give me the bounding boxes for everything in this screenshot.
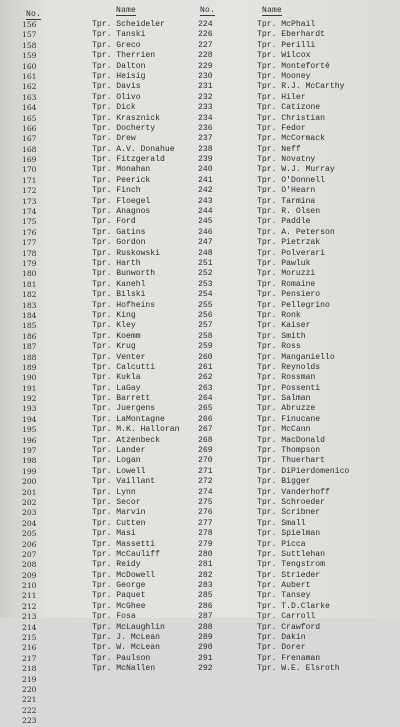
roster-number: 203: [22, 508, 37, 518]
trooper-name: Tpr. Rossman: [257, 373, 316, 383]
trooper-name: Tpr. Davis: [92, 82, 141, 92]
trooper-name: Tpr. Dakin: [257, 633, 306, 643]
trooper-name: Tpr. Pellegrino: [257, 300, 330, 310]
roster-number: 182: [22, 290, 37, 300]
roster-number: 176: [22, 227, 37, 237]
roster-number: 275: [198, 497, 213, 507]
trooper-name: Tpr. McCauliff: [92, 549, 160, 559]
trooper-name: Tpr. Novatny: [257, 155, 316, 165]
trooper-name: Tpr. O'Donnell: [257, 175, 325, 185]
roster-number: 252: [198, 269, 213, 279]
roster-number: 171: [22, 175, 37, 185]
trooper-name: Tpr. George: [92, 581, 146, 591]
trooper-name: Tpr. LaMontagne: [92, 414, 165, 424]
trooper-name: Tpr. Marvin: [92, 508, 146, 518]
roster-number: 173: [22, 196, 37, 206]
roster-number: 272: [198, 477, 213, 487]
trooper-name: Tpr. Calcutti: [92, 362, 156, 372]
roster-number: 159: [22, 51, 37, 61]
roster-number: 257: [198, 321, 213, 331]
roster-number: 160: [22, 61, 37, 71]
trooper-name: Tpr. Drew: [92, 134, 136, 144]
trooper-name: Tpr. Bilski: [92, 290, 146, 300]
trooper-name: Tpr. Picca: [257, 539, 306, 549]
roster-number: 246: [198, 227, 213, 237]
roster-number: 195: [22, 425, 37, 435]
roster-number: 192: [22, 394, 37, 404]
trooper-name: Tpr. Reidy: [92, 560, 141, 570]
roster-number: 232: [198, 92, 213, 102]
roster-number: 174: [22, 207, 37, 217]
trooper-name: Tpr. Bigger: [257, 477, 311, 487]
trooper-name: Tpr. Masi: [92, 529, 136, 539]
roster-number: 201: [22, 487, 37, 497]
roster-number: 156: [22, 20, 37, 29]
trooper-name: Tpr. Lander: [92, 446, 146, 456]
trooper-name: Tpr. Anagnos: [92, 207, 151, 217]
roster-number: 261: [198, 362, 213, 372]
trooper-name: Tpr. Thuerhart: [257, 456, 325, 466]
roster-number: 271: [198, 466, 213, 476]
roster-number: 280: [198, 549, 213, 559]
roster-number: 248: [198, 248, 213, 258]
roster-number: 268: [198, 435, 213, 445]
roster-number: 215: [22, 633, 37, 643]
roster-number: 258: [198, 331, 213, 341]
trooper-name: Tpr. Possenti: [257, 383, 321, 393]
roster-number: 217: [22, 653, 37, 663]
trooper-name: Tpr. A. Peterson: [257, 227, 335, 237]
roster-number: 256: [198, 310, 213, 320]
trooper-name: Tpr. Scheideler: [92, 20, 165, 29]
trooper-name: Tpr. Cutten: [92, 518, 146, 528]
roster-number: 180: [22, 269, 37, 279]
roster-number: 243: [198, 196, 213, 206]
trooper-name: Tpr. Aubert: [257, 581, 311, 591]
trooper-name: Tpr. Small: [257, 518, 306, 528]
trooper-name: Tpr. Krasznick: [92, 113, 160, 123]
trooper-name: Tpr. MacDonald: [257, 435, 325, 445]
trooper-name: Tpr. Kaiser: [257, 321, 311, 331]
roster-number: 282: [198, 570, 213, 580]
roster-number: 162: [22, 82, 37, 92]
trooper-name: Tpr. Finucane: [257, 414, 321, 424]
trooper-name: Tpr. Bunworth: [92, 269, 156, 279]
roster-number: 166: [22, 123, 37, 133]
header-number-right: No.: [200, 6, 216, 15]
trooper-name: Tpr. Crawford: [257, 622, 321, 632]
roster-number: 193: [22, 404, 37, 414]
roster-number: 197: [22, 446, 37, 456]
trooper-name: Tpr. Logan: [92, 456, 141, 466]
trooper-name: Tpr. Smith: [257, 331, 306, 341]
roster-number: 163: [22, 92, 37, 102]
header-name-right: Name: [262, 6, 283, 15]
trooper-name: Tpr. Paulson: [92, 653, 151, 663]
trooper-name: Tpr. W.J. Murray: [257, 165, 335, 175]
roster-number: 263: [198, 383, 213, 393]
trooper-name: Tpr. Floegel: [92, 196, 151, 206]
trooper-name: Tpr. McCormack: [257, 134, 325, 144]
trooper-name: Tpr. Fosa: [92, 612, 136, 622]
roster-number: 254: [198, 290, 213, 300]
trooper-name: Tpr. Olivo: [92, 92, 141, 102]
roster-number: 260: [198, 352, 213, 362]
trooper-name: Tpr. Gatins: [92, 227, 146, 237]
roster-number: 245: [198, 217, 213, 227]
roster-number: 183: [22, 300, 37, 310]
roster-number: 228: [198, 51, 213, 61]
trooper-name: Tpr. Kley: [92, 321, 136, 331]
roster-number: 244: [198, 207, 213, 217]
trooper-name: Tpr. DiPierdomenico: [257, 466, 350, 476]
roster-number: 265: [198, 404, 213, 414]
trooper-name: Tpr. Perilli: [257, 40, 316, 50]
roster-number: 213: [22, 612, 37, 622]
trooper-name: Tpr. Pawluk: [257, 258, 311, 268]
roster-number: 157: [22, 30, 37, 40]
trooper-name: Tpr. McDowell: [92, 570, 156, 580]
trooper-name: Tpr. Massetti: [92, 539, 156, 549]
trooper-name: Tpr. Pietrzak: [257, 238, 321, 248]
trooper-name: Tpr. Harth: [92, 258, 141, 268]
roster-number: 161: [22, 71, 37, 81]
trooper-name: Tpr. Finch: [92, 186, 141, 196]
trooper-name: Tpr. Wilcox: [257, 51, 311, 61]
roster-number: 211: [22, 591, 37, 601]
trooper-name: Tpr. Tanski: [92, 30, 146, 40]
header-number-left: No.: [26, 10, 42, 19]
roster-number: 253: [198, 279, 213, 289]
roster-number: 169: [22, 155, 37, 165]
trooper-name: Tpr. Thompson: [257, 446, 321, 456]
trooper-name: Tpr. Peerick: [92, 175, 151, 185]
roster-number: 218: [22, 664, 37, 674]
trooper-name: Tpr. W. McLean: [92, 643, 160, 653]
roster-number: 168: [22, 144, 37, 154]
trooper-name: Tpr. Romaine: [257, 279, 316, 289]
roster-number: 220: [22, 685, 37, 694]
trooper-name: Tpr. Ronk: [257, 310, 301, 320]
roster-number: 216: [22, 643, 37, 653]
roster-number: 278: [198, 529, 213, 539]
trooper-name: Tpr. O'Hearn: [257, 186, 316, 196]
trooper-name: Tpr. Tengstrom: [257, 560, 325, 570]
roster-number: 290: [198, 643, 213, 653]
trooper-name: Tpr. Fedor: [257, 123, 306, 133]
roster-number: 219: [22, 674, 37, 684]
trooper-name: Tpr. Salman: [257, 394, 311, 404]
roster-number: 223: [22, 716, 37, 726]
roster-number: 247: [198, 238, 213, 248]
trooper-name: Tpr. Dorer: [257, 643, 306, 653]
trooper-name: Tpr. Venter: [92, 352, 146, 362]
trooper-name: Tpr. Reynolds: [257, 362, 321, 372]
trooper-name: Tpr. Monahan: [92, 165, 151, 175]
roster-number: 238: [198, 144, 213, 154]
roster-number: 241: [198, 175, 213, 185]
trooper-name: Tpr. Lynn: [92, 487, 136, 497]
roster-number: 206: [22, 539, 37, 549]
roster-number: 214: [22, 622, 37, 632]
roster-number: 194: [22, 414, 37, 424]
trooper-name: Tpr. R.J. McCarthy: [257, 82, 345, 92]
roster-number: 177: [22, 238, 37, 248]
trooper-name: Tpr. Dalton: [92, 61, 146, 71]
roster-number: 259: [198, 342, 213, 352]
trooper-name: Tpr. Frenaman: [257, 653, 321, 663]
roster-number: 212: [22, 601, 37, 611]
roster-number: 227: [198, 40, 213, 50]
roster-number: 198: [22, 456, 37, 466]
trooper-name: Tpr. Koemm: [92, 331, 141, 341]
roster-number: 277: [198, 518, 213, 528]
roster-number: 221: [22, 695, 37, 705]
roster-number: 255: [198, 300, 213, 310]
roster-number: 281: [198, 560, 213, 570]
trooper-name: Tpr. Vanderhoff: [257, 487, 330, 497]
roster-number: 208: [22, 560, 37, 570]
left-number-column: [22, 20, 62, 727]
trooper-name: Tpr. Neff: [257, 144, 301, 154]
roster-number: 179: [22, 258, 37, 268]
trooper-name: Tpr. Secor: [92, 497, 141, 507]
roster-number: 286: [198, 601, 213, 611]
trooper-name: Tpr. Monteforté: [257, 61, 330, 71]
trooper-name: Tpr. Carroll: [257, 612, 316, 622]
roster-number: 210: [22, 581, 37, 591]
trooper-name: Tpr. Vaillant: [92, 477, 156, 487]
roster-number: 205: [22, 529, 37, 539]
trooper-name: Tpr. Ruskowski: [92, 248, 160, 258]
roster-number: 262: [198, 373, 213, 383]
trooper-name: Tpr. Ross: [257, 342, 301, 352]
roster-number: 269: [198, 446, 213, 456]
trooper-name: Tpr. Abruzze: [257, 404, 316, 414]
trooper-name: Tpr. McPhail: [257, 20, 316, 29]
trooper-name: Tpr. Atzenbeck: [92, 435, 160, 445]
trooper-name: Tpr. Tarmina: [257, 196, 316, 206]
trooper-name: Tpr. Scribner: [257, 508, 321, 518]
trooper-name: Tpr. Tansey: [257, 591, 311, 601]
roster-number: 229: [198, 61, 213, 71]
trooper-name: Tpr. Mooney: [257, 71, 311, 81]
roster-number: 184: [22, 310, 37, 320]
roster-number: 204: [22, 518, 37, 528]
roster-number: 187: [22, 342, 37, 352]
roster-number: 167: [22, 134, 37, 144]
roster-number: 181: [22, 279, 37, 289]
roster-number: 165: [22, 113, 37, 123]
trooper-name: Tpr. Christian: [257, 113, 325, 123]
trooper-name: Tpr. M.K. Halloran: [92, 425, 180, 435]
roster-number: 231: [198, 82, 213, 92]
trooper-name: Tpr. LaGay: [92, 383, 141, 393]
trooper-name: Tpr. Fitzgerald: [92, 155, 165, 165]
roster-number: 287: [198, 612, 213, 622]
trooper-name: Tpr. Dick: [92, 103, 136, 113]
trooper-name: Tpr. Heisig: [92, 71, 146, 81]
trooper-name: Tpr. Strieder: [257, 570, 321, 580]
trooper-name: Tpr. W.E. Elsroth: [257, 664, 340, 674]
roster-number: 288: [198, 622, 213, 632]
trooper-name: Tpr. Moruzzi: [257, 269, 316, 279]
roster-number: 285: [198, 591, 213, 601]
header-name-left: Name: [116, 6, 137, 15]
trooper-name: Tpr. Juergens: [92, 404, 156, 414]
roster-number: 233: [198, 103, 213, 113]
trooper-name: Tpr. King: [92, 310, 136, 320]
trooper-name: Tpr. Suttlehan: [257, 549, 325, 559]
trooper-name: Tpr. Hofheins: [92, 300, 156, 310]
roster-number: 178: [22, 248, 37, 258]
roster-number: 164: [22, 103, 37, 113]
roster-number: 279: [198, 539, 213, 549]
trooper-name: Tpr. T.D.Clarke: [257, 601, 330, 611]
trooper-name: Tpr. Paquet: [92, 591, 146, 601]
roster-number: 264: [198, 394, 213, 404]
roster-number: 222: [22, 705, 37, 715]
roster-number: 270: [198, 456, 213, 466]
trooper-name: Tpr. Spielman: [257, 529, 321, 539]
roster-number: 158: [22, 40, 37, 50]
trooper-name: Tpr. Docherty: [92, 123, 156, 133]
trooper-name: Tpr. Krug: [92, 342, 136, 352]
roster-number: 234: [198, 113, 213, 123]
roster-number: 170: [22, 165, 37, 175]
roster-number: 224: [198, 20, 213, 29]
roster-number: 188: [22, 352, 37, 362]
roster-number: 185: [22, 321, 37, 331]
roster-number: 175: [22, 217, 37, 227]
roster-number: 196: [22, 435, 37, 445]
trooper-name: Tpr. Paddle: [257, 217, 311, 227]
trooper-name: Tpr. Hiler: [257, 92, 306, 102]
roster-number: 240: [198, 165, 213, 175]
trooper-name: Tpr. Kukla: [92, 373, 141, 383]
trooper-name: Tpr. McNallen: [92, 664, 156, 674]
roster-number: 186: [22, 331, 37, 341]
roster-number: 202: [22, 497, 37, 507]
roster-number: 242: [198, 186, 213, 196]
trooper-name: Tpr. J. McLean: [92, 633, 160, 643]
roster-number: 289: [198, 633, 213, 643]
roster-number: 191: [22, 383, 37, 393]
roster-number: 283: [198, 581, 213, 591]
roster-number: 292: [198, 664, 213, 674]
trooper-name: Tpr. Kanehl: [92, 279, 146, 289]
roster-number: 200: [22, 477, 37, 487]
roster-number: 236: [198, 123, 213, 133]
roster-number: 266: [198, 414, 213, 424]
roster-number: 239: [198, 155, 213, 165]
roster-number: 189: [22, 362, 37, 372]
trooper-name: Tpr. Greco: [92, 40, 141, 50]
roster-number: 207: [22, 549, 37, 559]
trooper-name: Tpr. Lowell: [92, 466, 146, 476]
trooper-name: Tpr. Pensiero: [257, 290, 321, 300]
trooper-name: Tpr. McCann: [257, 425, 311, 435]
roster-number: 237: [198, 134, 213, 144]
roster-number: 226: [198, 30, 213, 40]
trooper-name: Tpr. Schroeder: [257, 497, 325, 507]
roster-number: 209: [22, 570, 37, 580]
trooper-name: Tpr. McLaughlin: [92, 622, 165, 632]
roster-number: 274: [198, 487, 213, 497]
trooper-name: Tpr. Gordon: [92, 238, 146, 248]
trooper-name: Tpr. Eberhardt: [257, 30, 325, 40]
roster-number: 199: [22, 466, 37, 476]
trooper-name: Tpr. R. Olsen: [257, 207, 321, 217]
trooper-name: Tpr. Ford: [92, 217, 136, 227]
right-number-column: [198, 20, 228, 675]
roster-number: 276: [198, 508, 213, 518]
trooper-name: Tpr. A.V. Donahue: [92, 144, 175, 154]
trooper-name: Tpr. McGhee: [92, 601, 146, 611]
roster-number: 172: [22, 186, 37, 196]
roster-number: 230: [198, 71, 213, 81]
trooper-name: Tpr. Barrett: [92, 394, 151, 404]
roster-number: 291: [198, 653, 213, 663]
right-name-column: [257, 20, 397, 675]
roster-number: 190: [22, 373, 37, 383]
left-name-column: [92, 20, 202, 675]
trooper-name: Tpr. Therrien: [92, 51, 156, 61]
trooper-name: Tpr. Catizone: [257, 103, 321, 113]
trooper-name: Tpr. Polverari: [257, 248, 325, 258]
roster-number: 267: [198, 425, 213, 435]
roster-number: 251: [198, 258, 213, 268]
trooper-name: Tpr. Manganiello: [257, 352, 335, 362]
